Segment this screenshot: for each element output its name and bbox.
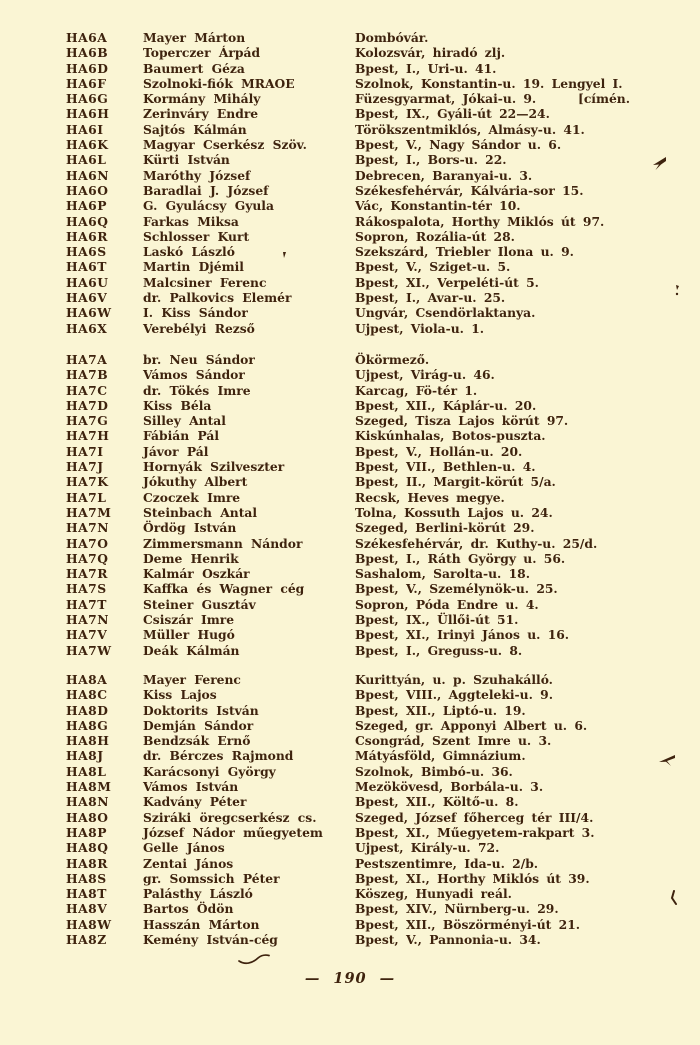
directory-row <box>0 137 700 152</box>
directory-row <box>0 597 700 612</box>
callsign: HA6Q <box>66 213 109 229</box>
holder-name: Malcsiner Ferenc <box>143 274 267 290</box>
callsign: HA6S <box>66 244 107 260</box>
callsign: HA8P <box>66 824 107 840</box>
address: Bpest, XI., Irinyi János u. 16. <box>355 627 570 643</box>
callsign: HA8Z <box>66 932 107 948</box>
address: Ujpest, Király-u. 72. <box>355 840 500 856</box>
directory-row <box>0 474 700 489</box>
holder-name: Kadvány Péter <box>143 794 247 810</box>
callsign: HA7M <box>66 504 112 520</box>
holder-name: Farkas Miksa <box>143 213 239 229</box>
address: Bpest, I., Uri-u. 41. <box>355 60 497 76</box>
callsign: HA6N <box>66 167 109 183</box>
directory-row <box>0 168 700 183</box>
holder-name: Kalmár Oszkár <box>143 566 250 582</box>
directory-row <box>0 748 700 763</box>
callsign: HA8S <box>66 870 107 886</box>
directory-row <box>0 871 700 886</box>
holder-name: Fábián Pál <box>143 428 220 444</box>
callsign: HA7O <box>66 535 109 551</box>
holder-name: Silley Antal <box>143 413 226 429</box>
holder-name: Kormány Mihály <box>143 91 261 107</box>
holder-name: Palásthy László <box>143 886 253 902</box>
directory-row <box>0 398 700 413</box>
holder-name: Karácsonyi György <box>143 763 276 779</box>
callsign: HA8W <box>66 916 112 932</box>
callsign: HA6X <box>66 320 108 336</box>
holder-name: Jávor Pál <box>143 443 209 459</box>
holder-name: Hasszán Márton <box>143 916 260 932</box>
directory-row <box>0 779 700 794</box>
directory-row <box>0 352 700 367</box>
directory-row <box>0 229 700 244</box>
callsign: HA8V <box>66 901 108 917</box>
directory-row <box>0 505 700 520</box>
directory-row <box>0 183 700 198</box>
callsign: HA7W <box>66 642 112 658</box>
address: Bpest, V., Sziget-u. 5. <box>355 259 511 275</box>
callsign: HA7G <box>66 413 109 429</box>
address: Rákospalota, Horthy Miklós út 97. <box>355 213 605 229</box>
holder-name: Vámos Sándor <box>143 367 245 383</box>
address: Debrecen, Baranyai-u. 3. <box>355 167 533 183</box>
directory-row <box>0 490 700 505</box>
ink-mark-squiggle <box>237 950 271 970</box>
directory-row <box>0 536 700 551</box>
holder-name: Kemény István-cég <box>143 932 278 948</box>
callsign: HA6T <box>66 259 107 275</box>
callsign-group-ha8 <box>0 672 700 947</box>
holder-name: Doktorits István <box>143 702 259 718</box>
directory-row <box>0 718 700 733</box>
directory-row <box>0 794 700 809</box>
callsign: HA6R <box>66 228 108 244</box>
address: Bpest, XI., Műegyetem-rakpart 3. <box>355 824 595 840</box>
directory-row <box>0 856 700 871</box>
directory-row <box>0 703 700 718</box>
address: Szolnok, Konstantin-u. 19. Lengyel I. <box>355 75 623 91</box>
holder-name: Müller Hugó <box>143 627 235 643</box>
address: Szeged, gr. Apponyi Albert u. 6. <box>355 717 588 733</box>
directory-row <box>0 901 700 916</box>
directory-row <box>0 551 700 566</box>
holder-name: Deme Henrik <box>143 550 239 566</box>
directory-row <box>0 444 700 459</box>
callsign: HA8R <box>66 855 108 871</box>
address: Dombóvár. <box>355 30 429 45</box>
holder-name: Toperczer Árpád <box>143 45 261 61</box>
address: Szeged, Berlini-körút 29. <box>355 520 535 536</box>
directory-row <box>0 152 700 167</box>
directory-row <box>0 733 700 748</box>
holder-name: Magyar Cserkész Szöv. <box>143 137 307 153</box>
address: Törökszentmiklós, Almásy-u. 41. <box>355 121 585 137</box>
callsign: HA6U <box>66 274 109 290</box>
callsign: HA7N <box>66 612 109 628</box>
callsign: HA8O <box>66 809 109 825</box>
callsign: HA8T <box>66 886 107 902</box>
address: Kurittyán, u. p. Szuhakálló. <box>355 672 553 687</box>
address: Bpest, VII., Bethlen-u. 4. <box>355 459 536 475</box>
address: Bpest, XII., Káplár-u. 20. <box>355 397 537 413</box>
directory-row <box>0 106 700 121</box>
callsign: HA7Q <box>66 550 109 566</box>
holder-name: Deák Kálmán <box>143 642 240 658</box>
holder-name: József Nádor műegyetem <box>143 824 323 840</box>
directory-row <box>0 45 700 60</box>
directory-row <box>0 413 700 428</box>
directory-row <box>0 687 700 702</box>
directory-row <box>0 122 700 137</box>
callsign: HA6O <box>66 182 109 198</box>
directory-row <box>0 566 700 581</box>
holder-name: Sziráki öregcserkész cs. <box>143 809 317 825</box>
address: Bpest, II., Margit-körút 5/a. <box>355 474 556 490</box>
callsign: HA6H <box>66 106 110 122</box>
directory-row <box>0 459 700 474</box>
callsign: HA8L <box>66 763 107 779</box>
callsign: HA6B <box>66 45 109 61</box>
directory-row <box>0 244 700 259</box>
holder-name: Zentai János <box>143 855 234 871</box>
directory-row <box>0 764 700 779</box>
directory-row <box>0 275 700 290</box>
address: Kiskúnhalas, Botos-puszta. <box>355 428 546 444</box>
address: Szekszárd, Triebler Ilona u. 9. <box>355 244 574 260</box>
directory-row <box>0 840 700 855</box>
address: Bpest, XII., Böszörményi-út 21. <box>355 916 581 932</box>
address: Székesfehérvár, dr. Kuthy-u. 25/d. <box>355 535 598 551</box>
address: Bpest, XI., Horthy Miklós út 39. <box>355 870 590 886</box>
address: Bpest, V., Nagy Sándor u. 6. <box>355 137 562 153</box>
margin-note: [címén. <box>578 91 631 107</box>
callsign: HA7C <box>66 382 108 398</box>
directory-row <box>0 612 700 627</box>
callsign: HA8M <box>66 779 112 795</box>
callsign: HA6W <box>66 305 112 321</box>
directory-row <box>0 581 700 596</box>
directory-row <box>0 643 700 658</box>
holder-name: Hornyák Szilveszter <box>143 459 285 475</box>
holder-name: Baumert Géza <box>143 60 245 76</box>
address: Mátyásföld, Gimnázium. <box>355 748 526 764</box>
directory-row <box>0 61 700 76</box>
holder-name: Verebélyi Rezső <box>143 320 255 336</box>
holder-name: Kürti István <box>143 152 230 168</box>
callsign: HA7H <box>66 428 110 444</box>
directory-row <box>0 886 700 901</box>
callsign: HA7V <box>66 627 108 643</box>
address: Szeged, Tisza Lajos körút 97. <box>355 413 569 429</box>
address: Bpest, IX., Üllői-út 51. <box>355 612 519 628</box>
holder-name: Czoczek Imre <box>143 489 241 505</box>
address: Ujpest, Virág-u. 46. <box>355 367 495 383</box>
holder-name: Gelle János <box>143 840 225 856</box>
callsign: HA8G <box>66 717 109 733</box>
callsign: HA7I <box>66 443 104 459</box>
address: Ungvár, Csendörlaktanya. <box>355 305 536 321</box>
holder-name: Vámos István <box>143 779 239 795</box>
callsign: HA7B <box>66 367 109 383</box>
callsign: HA6L <box>66 152 107 168</box>
directory-row <box>0 198 700 213</box>
address: Bpest, I., Avar-u. 25. <box>355 290 506 306</box>
holder-name: Bartos Ödön <box>143 901 234 917</box>
address: Bpest, VIII., Aggteleki-u. 9. <box>355 687 553 703</box>
callsign-group-ha6 <box>0 30 700 336</box>
address: Bpest, XI., Verpeléti-út 5. <box>355 274 539 290</box>
callsign: HA7J <box>66 459 104 475</box>
callsign: HA7D <box>66 397 109 413</box>
holder-name: dr. Palkovics Elemér <box>143 290 292 306</box>
holder-name: Steinbach Antal <box>143 504 258 520</box>
directory-row <box>0 428 700 443</box>
address: Bpest, I., Greguss-u. 8. <box>355 642 523 658</box>
holder-name: Demján Sándor <box>143 717 254 733</box>
callsign: HA7S <box>66 581 107 597</box>
address: Recsk, Heves megye. <box>355 489 505 505</box>
address: Bpest, XII., Költő-u. 8. <box>355 794 519 810</box>
holder-name: Baradlai J. József <box>143 182 269 198</box>
address: Szolnok, Bimbó-u. 36. <box>355 763 513 779</box>
address: Bpest, I., Bors-u. 22. <box>355 152 507 168</box>
holder-name: Kiss Béla <box>143 397 212 413</box>
directory-row <box>0 367 700 382</box>
directory-row <box>0 305 700 320</box>
directory-row <box>0 76 700 91</box>
holder-name: br. Neu Sándor <box>143 352 255 367</box>
address: Ujpest, Viola-u. 1. <box>355 320 485 336</box>
callsign: HA6G <box>66 91 109 107</box>
address: Vác, Konstantin-tér 10. <box>355 198 521 214</box>
callsign: HA8C <box>66 687 108 703</box>
address: Ökörmező. <box>355 352 430 367</box>
holder-name: gr. Somssich Péter <box>143 870 280 886</box>
holder-name: Mayer Ferenc <box>143 672 241 687</box>
directory-row <box>0 91 700 106</box>
directory-row <box>0 30 700 45</box>
callsign: HA8H <box>66 733 110 749</box>
directory-row <box>0 290 700 305</box>
callsign: HA6I <box>66 121 104 137</box>
directory-row <box>0 259 700 274</box>
address: Karcag, Fö-tér 1. <box>355 382 478 398</box>
callsign: HA7L <box>66 489 107 505</box>
callsign-group-ha7 <box>0 352 700 658</box>
holder-name: Maróthy József <box>143 167 251 183</box>
holder-name: Sajtós Kálmán <box>143 121 247 137</box>
address: Bpest, V., Személynök-u. 25. <box>355 581 558 597</box>
holder-name: Zimmersmann Nándor <box>143 535 303 551</box>
address: Szeged, József főherceg tér III/4. <box>355 809 594 825</box>
callsign: HA8Q <box>66 840 109 856</box>
holder-name: Jókuthy Albert <box>143 474 248 490</box>
address: Füzesgyarmat, Jókai-u. 9. <box>355 91 537 107</box>
holder-name: Martin Djémil <box>143 259 244 275</box>
address: Tolna, Kossuth Lajos u. 24. <box>355 504 553 520</box>
directory-row <box>0 383 700 398</box>
address: Bpest, V., Hollán-u. 20. <box>355 443 523 459</box>
address: Köszeg, Hunyadi reál. <box>355 886 512 902</box>
address: Bpest, XII., Liptó-u. 19. <box>355 702 526 718</box>
directory-row <box>0 672 700 687</box>
holder-name: Csiszár Imre <box>143 612 235 628</box>
holder-name: Zerinváry Endre <box>143 106 259 122</box>
address: Mezökövesd, Borbála-u. 3. <box>355 779 544 795</box>
directory-row <box>0 932 700 947</box>
address: Sopron, Rozália-út 28. <box>355 228 515 244</box>
directory-row <box>0 520 700 535</box>
callsign: HA6V <box>66 290 108 306</box>
holder-name: Mayer Márton <box>143 30 246 45</box>
address: Sashalom, Sarolta-u. 18. <box>355 566 530 582</box>
directory-row <box>0 810 700 825</box>
address: Pestszentimre, Ida-u. 2/b. <box>355 855 539 871</box>
callsign: HA8N <box>66 794 109 810</box>
callsign: HA7A <box>66 352 108 367</box>
callsign: HA8A <box>66 672 108 687</box>
directory-row <box>0 825 700 840</box>
callsign: HA7K <box>66 474 109 490</box>
holder-name: Ördög István <box>143 520 237 536</box>
callsign: HA7N <box>66 520 109 536</box>
holder-name: Steiner Gusztáv <box>143 596 256 612</box>
callsign: HA7R <box>66 566 108 582</box>
holder-name: Bendzsák Ernő <box>143 733 251 749</box>
address: Kolozsvár, hiradó zlj. <box>355 45 506 61</box>
holder-name: dr. Bérczes Rajmond <box>143 748 294 764</box>
callsign: HA8D <box>66 702 109 718</box>
address: Bpest, IX., Gyáli-út 22—24. <box>355 106 550 122</box>
holder-name: Kiss Lajos <box>143 687 217 703</box>
callsign: HA6P <box>66 198 107 214</box>
directory-row <box>0 917 700 932</box>
callsign: HA6F <box>66 75 107 91</box>
callsign: HA6D <box>66 60 109 76</box>
directory-row <box>0 627 700 642</box>
holder-name: Kaffka és Wagner cég <box>143 581 305 597</box>
callsign: HA8J <box>66 748 104 764</box>
address: Bpest, XIV., Nürnberg-u. 29. <box>355 901 559 917</box>
holder-name: I. Kiss Sándor <box>143 305 248 321</box>
address: Csongrád, Szent Imre u. 3. <box>355 733 552 749</box>
callsign: HA7T <box>66 596 107 612</box>
holder-name: dr. Tökés Imre <box>143 382 251 398</box>
address: Sopron, Póda Endre u. 4. <box>355 596 539 612</box>
page-number: — 190 — <box>304 970 396 987</box>
holder-name: Szolnoki-fiók MRAOE <box>143 75 295 91</box>
address: Bpest, V., Pannonia-u. 34. <box>355 932 541 948</box>
address: Bpest, I., Ráth György u. 56. <box>355 550 566 566</box>
holder-name: Schlosser Kurt <box>143 228 250 244</box>
directory-row <box>0 214 700 229</box>
address: Székesfehérvár, Kálvária-sor 15. <box>355 182 584 198</box>
callsign: HA6K <box>66 137 109 153</box>
callsign: HA6A <box>66 30 108 45</box>
directory-row <box>0 321 700 336</box>
holder-name: Laskó László <box>143 244 235 260</box>
holder-name: G. Gyulácsy Gyula <box>143 198 274 214</box>
